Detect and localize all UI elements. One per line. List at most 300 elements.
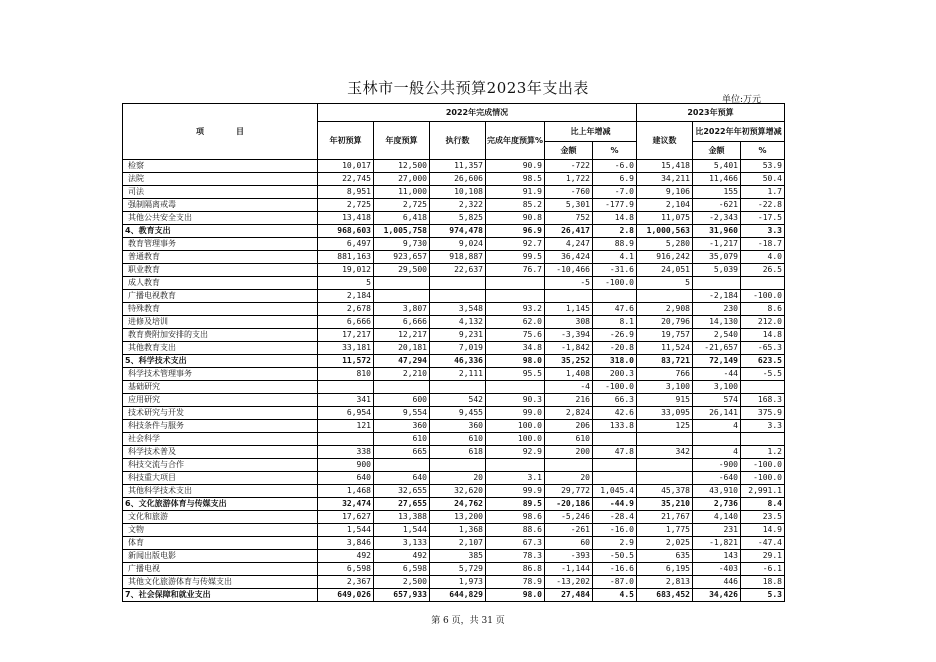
row-item-name: 法院 (123, 173, 318, 186)
row-value-cell: 3,548 (430, 303, 486, 316)
table-row (123, 303, 785, 316)
row-value-cell: 88.6 (486, 524, 545, 537)
yoy-header: 比上年增减 (545, 122, 637, 142)
row-value-cell (693, 433, 741, 446)
row-value-cell (545, 459, 593, 472)
row-value-cell: -261 (545, 524, 593, 537)
row-value-cell: 17,217 (318, 329, 374, 342)
row-value-cell: 230 (693, 303, 741, 316)
row-value-cell: 649,026 (318, 589, 374, 602)
row-value-cell: 3,846 (318, 537, 374, 550)
row-value-cell: -47.4 (741, 537, 785, 550)
row-value-cell: 125 (637, 420, 693, 433)
row-value-cell: 644,829 (430, 589, 486, 602)
row-value-cell: 90.3 (486, 394, 545, 407)
row-value-cell: 610 (545, 433, 593, 446)
row-value-cell: 32,474 (318, 498, 374, 511)
row-value-cell: 8,951 (318, 186, 374, 199)
row-value-cell (486, 290, 545, 303)
row-value-cell: 2,322 (430, 199, 486, 212)
row-value-cell: 13,388 (374, 511, 430, 524)
row-value-cell (593, 472, 637, 485)
row-value-cell: 11,572 (318, 355, 374, 368)
row-value-cell: 11,075 (637, 212, 693, 225)
row-value-cell: -21,657 (693, 342, 741, 355)
row-value-cell (318, 433, 374, 446)
row-value-cell: 20 (430, 472, 486, 485)
row-value-cell: 6,666 (318, 316, 374, 329)
row-value-cell: 665 (374, 446, 430, 459)
table-row (123, 212, 785, 225)
row-value-cell: 9,730 (374, 238, 430, 251)
row-value-cell: -1,842 (545, 342, 593, 355)
row-value-cell: 92.9 (486, 446, 545, 459)
row-value-cell: -10,466 (545, 264, 593, 277)
row-value-cell: 3.1 (486, 472, 545, 485)
row-value-cell: 2,540 (693, 329, 741, 342)
row-value-cell: 4,140 (693, 511, 741, 524)
table-row (123, 563, 785, 576)
vs2022-header: 比2022年年初预算增减 (693, 122, 785, 142)
row-value-cell: 810 (318, 368, 374, 381)
row-value-cell (637, 433, 693, 446)
row-value-cell: 2.9 (593, 537, 637, 550)
table-row (123, 472, 785, 485)
row-value-cell: 5 (318, 277, 374, 290)
table-row (123, 199, 785, 212)
row-value-cell: 11,000 (374, 186, 430, 199)
row-value-cell: 923,657 (374, 251, 430, 264)
row-value-cell: 98.6 (486, 511, 545, 524)
row-value-cell: 6,195 (637, 563, 693, 576)
row-value-cell: 6,598 (374, 563, 430, 576)
row-value-cell: -100.0 (593, 381, 637, 394)
row-value-cell (486, 381, 545, 394)
row-value-cell: 5,280 (637, 238, 693, 251)
row-value-cell: 22,745 (318, 173, 374, 186)
row-item-name: 广播电视教育 (123, 290, 318, 303)
row-value-cell: 13,200 (430, 511, 486, 524)
table-row (123, 173, 785, 186)
row-value-cell: -17.5 (741, 212, 785, 225)
row-value-cell: 89.5 (486, 498, 545, 511)
table-row (123, 446, 785, 459)
row-value-cell: 98.0 (486, 355, 545, 368)
row-value-cell: 2,736 (693, 498, 741, 511)
row-value-cell: 5,729 (430, 563, 486, 576)
initial-budget-header: 年初预算 (318, 122, 374, 160)
row-value-cell: 2,500 (374, 576, 430, 589)
row-value-cell: 12,217 (374, 329, 430, 342)
row-value-cell: 19,757 (637, 329, 693, 342)
row-value-cell: 26,606 (430, 173, 486, 186)
table-row (123, 368, 785, 381)
row-value-cell (637, 459, 693, 472)
row-value-cell: 31,960 (693, 225, 741, 238)
row-value-cell: 96.9 (486, 225, 545, 238)
row-value-cell: 915 (637, 394, 693, 407)
row-value-cell: 72,149 (693, 355, 741, 368)
row-value-cell: 212.0 (741, 316, 785, 329)
yoy-amount-header: 金额 (545, 142, 593, 160)
table-row (123, 316, 785, 329)
row-value-cell: 9,455 (430, 407, 486, 420)
row-value-cell: 91.9 (486, 186, 545, 199)
row-value-cell: 492 (318, 550, 374, 563)
row-value-cell: 78.3 (486, 550, 545, 563)
table-row (123, 251, 785, 264)
row-value-cell: 33,095 (637, 407, 693, 420)
row-value-cell: -65.3 (741, 342, 785, 355)
row-item-name: 成人教育 (123, 277, 318, 290)
row-value-cell: 34,426 (693, 589, 741, 602)
row-value-cell (430, 459, 486, 472)
row-value-cell (374, 459, 430, 472)
table-row (123, 407, 785, 420)
table-row (123, 433, 785, 446)
row-value-cell: 4.5 (593, 589, 637, 602)
row-value-cell: 6,598 (318, 563, 374, 576)
row-value-cell: 1,973 (430, 576, 486, 589)
row-value-cell: 574 (693, 394, 741, 407)
row-value-cell: -20.8 (593, 342, 637, 355)
row-value-cell: 6,497 (318, 238, 374, 251)
row-value-cell: -5 (545, 277, 593, 290)
row-value-cell: 93.2 (486, 303, 545, 316)
row-value-cell: 5,039 (693, 264, 741, 277)
row-value-cell (486, 459, 545, 472)
row-value-cell: -4 (545, 381, 593, 394)
row-value-cell: 32,620 (430, 485, 486, 498)
row-value-cell: 360 (430, 420, 486, 433)
row-value-cell: 1,775 (637, 524, 693, 537)
row-value-cell: 1,368 (430, 524, 486, 537)
row-value-cell: 623.5 (741, 355, 785, 368)
row-value-cell: 29,500 (374, 264, 430, 277)
row-value-cell: 1,408 (545, 368, 593, 381)
row-value-cell: 60 (545, 537, 593, 550)
row-value-cell (374, 277, 430, 290)
row-value-cell: 35,079 (693, 251, 741, 264)
table-row (123, 485, 785, 498)
row-value-cell: 47,294 (374, 355, 430, 368)
row-value-cell (430, 381, 486, 394)
row-value-cell: -2,343 (693, 212, 741, 225)
row-item-name: 其他文化旅游体育与传媒支出 (123, 576, 318, 589)
row-value-cell: 3,133 (374, 537, 430, 550)
row-item-name: 检察 (123, 160, 318, 173)
table-row (123, 355, 785, 368)
row-value-cell: 766 (637, 368, 693, 381)
row-value-cell: 1,544 (374, 524, 430, 537)
row-value-cell: 9,024 (430, 238, 486, 251)
row-value-cell: 2,725 (318, 199, 374, 212)
row-value-cell: 34,211 (637, 173, 693, 186)
row-value-cell: 9,554 (374, 407, 430, 420)
row-value-cell: 1.2 (741, 446, 785, 459)
row-value-cell: 360 (374, 420, 430, 433)
row-value-cell: -20,186 (545, 498, 593, 511)
row-value-cell (374, 381, 430, 394)
table-row (123, 524, 785, 537)
row-value-cell: 5,825 (430, 212, 486, 225)
row-value-cell: -6.0 (593, 160, 637, 173)
row-value-cell (593, 433, 637, 446)
row-value-cell: 2,184 (318, 290, 374, 303)
proposed-header: 建议数 (637, 122, 693, 160)
row-value-cell: 76.7 (486, 264, 545, 277)
row-value-cell: 29,772 (545, 485, 593, 498)
row-value-cell: 100.0 (486, 433, 545, 446)
row-value-cell: 2,025 (637, 537, 693, 550)
row-value-cell: 10,017 (318, 160, 374, 173)
row-value-cell: 683,452 (637, 589, 693, 602)
row-value-cell: -16.6 (593, 563, 637, 576)
row-value-cell: 752 (545, 212, 593, 225)
row-value-cell: 6,666 (374, 316, 430, 329)
row-value-cell: 4 (693, 446, 741, 459)
row-value-cell: 4,247 (545, 238, 593, 251)
table-row (123, 277, 785, 290)
row-value-cell: -50.5 (593, 550, 637, 563)
row-value-cell: 341 (318, 394, 374, 407)
table-row (123, 160, 785, 173)
row-value-cell: 2,210 (374, 368, 430, 381)
row-value-cell: 4,132 (430, 316, 486, 329)
row-value-cell: 375.9 (741, 407, 785, 420)
row-value-cell: -621 (693, 199, 741, 212)
row-value-cell: 143 (693, 550, 741, 563)
row-value-cell: 974,478 (430, 225, 486, 238)
row-value-cell: 2,908 (637, 303, 693, 316)
row-value-cell: -6.1 (741, 563, 785, 576)
row-value-cell: 338 (318, 446, 374, 459)
row-value-cell: 5,301 (545, 199, 593, 212)
row-item-name: 司法 (123, 186, 318, 199)
row-value-cell (741, 277, 785, 290)
row-value-cell: 20 (545, 472, 593, 485)
table-body (123, 160, 785, 602)
table-row (123, 498, 785, 511)
row-value-cell: -1,217 (693, 238, 741, 251)
row-value-cell: 2.8 (593, 225, 637, 238)
row-value-cell: 19,012 (318, 264, 374, 277)
page-footer: 第 6 页，共 31 页 (431, 616, 505, 626)
row-value-cell: -2,184 (693, 290, 741, 303)
row-value-cell: 99.0 (486, 407, 545, 420)
row-value-cell: 24,051 (637, 264, 693, 277)
executed-header: 执行数 (430, 122, 486, 160)
row-value-cell: 640 (374, 472, 430, 485)
row-value-cell: 2,678 (318, 303, 374, 316)
row-item-name: 技术研究与开发 (123, 407, 318, 420)
row-value-cell: 11,466 (693, 173, 741, 186)
row-value-cell: 8.4 (741, 498, 785, 511)
row-value-cell: 168.3 (741, 394, 785, 407)
row-value-cell: -403 (693, 563, 741, 576)
row-value-cell: 47.8 (593, 446, 637, 459)
row-value-cell: 24,762 (430, 498, 486, 511)
row-item-name: 教育管理事务 (123, 238, 318, 251)
row-value-cell: 33,181 (318, 342, 374, 355)
table-row (123, 420, 785, 433)
row-value-cell: -722 (545, 160, 593, 173)
row-value-cell: 27,655 (374, 498, 430, 511)
row-value-cell: 200.3 (593, 368, 637, 381)
row-value-cell: 216 (545, 394, 593, 407)
row-value-cell: 542 (430, 394, 486, 407)
row-value-cell: -177.9 (593, 199, 637, 212)
row-value-cell: 95.5 (486, 368, 545, 381)
row-value-cell: 17,627 (318, 511, 374, 524)
row-value-cell: 206 (545, 420, 593, 433)
row-value-cell: 6.9 (593, 173, 637, 186)
row-value-cell: 15,418 (637, 160, 693, 173)
table-row (123, 537, 785, 550)
row-value-cell: -44.9 (593, 498, 637, 511)
expenditure-table (122, 103, 785, 602)
row-value-cell: -1,821 (693, 537, 741, 550)
row-value-cell: 881,163 (318, 251, 374, 264)
row-value-cell (637, 472, 693, 485)
row-value-cell: 9,106 (637, 186, 693, 199)
row-value-cell: 35,210 (637, 498, 693, 511)
table-row (123, 576, 785, 589)
row-value-cell: 318.0 (593, 355, 637, 368)
row-value-cell: -31.6 (593, 264, 637, 277)
table-row (123, 589, 785, 602)
row-value-cell: 90.9 (486, 160, 545, 173)
row-value-cell: 46,336 (430, 355, 486, 368)
row-value-cell: 20,181 (374, 342, 430, 355)
table-row (123, 394, 785, 407)
row-item-name: 科学技术普及 (123, 446, 318, 459)
row-value-cell (593, 459, 637, 472)
yoy-pct-header: % (593, 142, 637, 160)
row-value-cell: -393 (545, 550, 593, 563)
row-value-cell: 2,725 (374, 199, 430, 212)
row-value-cell: 83,721 (637, 355, 693, 368)
row-value-cell: 14.8 (741, 329, 785, 342)
row-value-cell: 121 (318, 420, 374, 433)
row-item-name: 广播电视 (123, 563, 318, 576)
row-value-cell: 635 (637, 550, 693, 563)
row-value-cell: 45,378 (637, 485, 693, 498)
row-value-cell: 20,796 (637, 316, 693, 329)
row-value-cell: 11,524 (637, 342, 693, 355)
row-value-cell: 98.0 (486, 589, 545, 602)
row-value-cell: -900 (693, 459, 741, 472)
row-value-cell: 1,145 (545, 303, 593, 316)
row-value-cell: 27,484 (545, 589, 593, 602)
row-item-name: 科学技术管理事务 (123, 368, 318, 381)
row-item-name: 强制隔离戒毒 (123, 199, 318, 212)
row-value-cell: 6,418 (374, 212, 430, 225)
row-value-cell: 600 (374, 394, 430, 407)
row-item-name: 文化和旅游 (123, 511, 318, 524)
table-row (123, 329, 785, 342)
row-value-cell: 2,367 (318, 576, 374, 589)
row-value-cell (374, 290, 430, 303)
row-value-cell: -22.8 (741, 199, 785, 212)
table-row (123, 290, 785, 303)
row-value-cell: 36,424 (545, 251, 593, 264)
item-header: 项 目 (123, 104, 318, 160)
row-value-cell: 23.5 (741, 511, 785, 524)
row-item-name: 科技重大项目 (123, 472, 318, 485)
row-value-cell: -5.5 (741, 368, 785, 381)
row-value-cell: 13,418 (318, 212, 374, 225)
row-value-cell: 43,910 (693, 485, 741, 498)
row-value-cell: 133.8 (593, 420, 637, 433)
row-value-cell: 5.3 (741, 589, 785, 602)
row-value-cell: 50.4 (741, 173, 785, 186)
row-value-cell: 3,807 (374, 303, 430, 316)
row-item-name: 科技交流与合作 (123, 459, 318, 472)
row-value-cell: 1.7 (741, 186, 785, 199)
row-value-cell: 4.1 (593, 251, 637, 264)
row-value-cell: 155 (693, 186, 741, 199)
row-value-cell (318, 381, 374, 394)
completion-rate-header: 完成年度预算% (486, 122, 545, 160)
row-value-cell: 53.9 (741, 160, 785, 173)
row-value-cell: 62.0 (486, 316, 545, 329)
row-value-cell (693, 277, 741, 290)
row-value-cell: 3,100 (693, 381, 741, 394)
row-value-cell: 3.3 (741, 420, 785, 433)
row-value-cell: 1,005,758 (374, 225, 430, 238)
row-value-cell: 1,722 (545, 173, 593, 186)
row-value-cell: 900 (318, 459, 374, 472)
row-item-name: 6、文化旅游体育与传媒支出 (123, 498, 318, 511)
row-value-cell: 92.7 (486, 238, 545, 251)
row-value-cell: 3,100 (637, 381, 693, 394)
row-value-cell: 78.9 (486, 576, 545, 589)
row-value-cell: 100.0 (486, 420, 545, 433)
row-value-cell: 385 (430, 550, 486, 563)
row-item-name: 职业教育 (123, 264, 318, 277)
row-item-name: 普通教育 (123, 251, 318, 264)
row-value-cell (741, 433, 785, 446)
row-value-cell: 21,767 (637, 511, 693, 524)
row-value-cell: -1,144 (545, 563, 593, 576)
row-item-name: 7、社会保障和就业支出 (123, 589, 318, 602)
row-item-name: 体育 (123, 537, 318, 550)
group-2023-header: 2023年预算 (637, 104, 785, 122)
table-row (123, 225, 785, 238)
row-value-cell: 342 (637, 446, 693, 459)
row-value-cell: -16.0 (593, 524, 637, 537)
unit-label: 单位:万元 (722, 95, 762, 105)
row-item-name: 4、教育支出 (123, 225, 318, 238)
row-value-cell: 75.6 (486, 329, 545, 342)
row-value-cell (486, 277, 545, 290)
row-value-cell: -26.9 (593, 329, 637, 342)
row-value-cell (637, 290, 693, 303)
row-value-cell: 618 (430, 446, 486, 459)
row-value-cell: 1,000,563 (637, 225, 693, 238)
row-value-cell: -100.0 (741, 459, 785, 472)
table-row (123, 381, 785, 394)
row-value-cell: 6,954 (318, 407, 374, 420)
row-value-cell (545, 290, 593, 303)
row-value-cell: 4.0 (741, 251, 785, 264)
row-value-cell: 22,637 (430, 264, 486, 277)
row-value-cell: 1,468 (318, 485, 374, 498)
row-value-cell: 26,141 (693, 407, 741, 420)
row-value-cell: -3,394 (545, 329, 593, 342)
table-row (123, 264, 785, 277)
